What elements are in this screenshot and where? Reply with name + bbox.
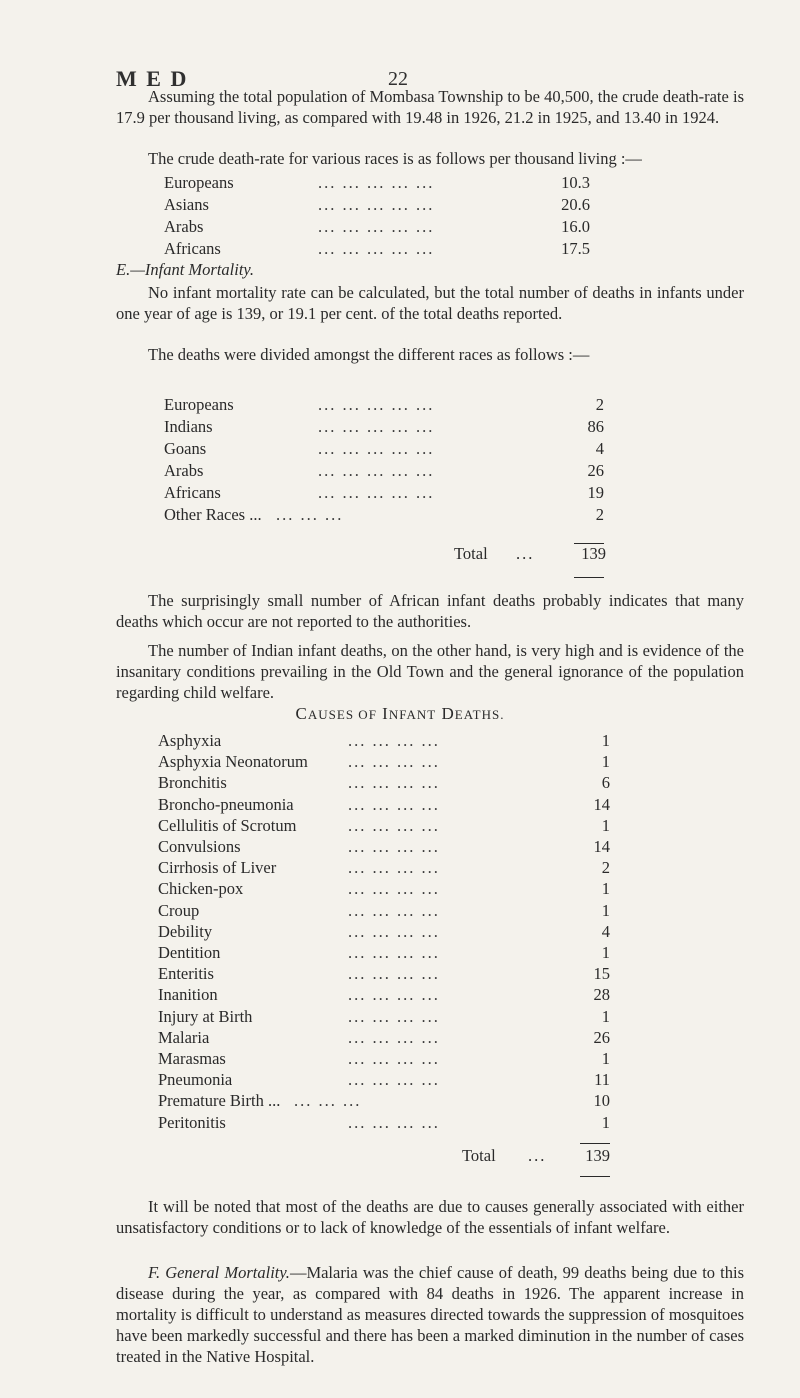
cause-label: Pneumonia <box>158 1070 233 1090</box>
race-death-leader-dots: ... ... ... <box>276 505 344 524</box>
indian-comment: The number of Indian infant deaths, on the other hand, is very high and is evidence of the insanitary conditions prevailing in the Old Town and the general ignorance of the population regarding child welfare. <box>116 641 744 702</box>
cause-label: Cellulitis of Scrotum <box>158 815 297 835</box>
death-rate-label: Africans <box>164 239 221 258</box>
cause-label: Bronchitis <box>158 773 227 793</box>
cause-value: 6 <box>601 773 610 793</box>
race-rule-bottom <box>574 577 604 578</box>
infant-mortality-heading: E.—Infant Mortality. <box>116 260 254 279</box>
cause-label: Marasmas <box>158 1049 226 1068</box>
cause-row <box>158 900 610 922</box>
cause-value: 1 <box>601 879 610 899</box>
cause-label: Debility <box>158 921 213 941</box>
cause-row <box>158 1006 610 1028</box>
cause-leader-dots: ... ... ... ... <box>348 1027 440 1047</box>
cause-leader-dots: ... ... ... ... <box>348 1006 440 1026</box>
cause-value: 1 <box>601 943 610 962</box>
cause-value: 1 <box>601 731 610 750</box>
cause-row <box>158 921 610 943</box>
cause-label: Asphyxia <box>158 731 222 750</box>
cause-value: 11 <box>594 1070 610 1090</box>
race-total-value: 139 <box>581 544 606 563</box>
general-mortality-paragraph <box>116 1262 744 1367</box>
cause-row <box>158 1027 610 1049</box>
cause-leader-dots: ... ... ... ... <box>348 794 440 814</box>
report-code: M E D <box>116 66 189 91</box>
cause-row <box>158 730 610 752</box>
population-paragraph: Assuming the total population of Mombasa Township to be 40,500, the crude death-rate is 17.9 per thousand living, as compared with 19.48 in 1926, 21.2 in 1925, and 13.40 in 1924. <box>116 87 744 127</box>
cause-value: 1 <box>601 1049 610 1068</box>
cause-row <box>158 794 610 816</box>
cause-row <box>158 751 610 773</box>
cause-leader-dots: ... ... ... ... <box>348 943 440 962</box>
race-death-label: Other Races ... <box>164 505 262 524</box>
cause-row <box>158 1048 610 1070</box>
race-death-value: 26 <box>587 461 604 480</box>
causes-rule-top <box>580 1143 610 1144</box>
cause-label: Cirrhosis of Liver <box>158 858 277 878</box>
race-death-value: 2 <box>595 395 604 414</box>
general-mortality-text: —Malaria was the chief cause of death, 99 deaths being due to this disease during the year, as compared with 84 deaths in 1926. The apparent increase in mortality is difficult to understand as measures directed towards the suppression of mosquitoes have been markedly successful and there has been a marked diminution in the number of cases treated in the Native Hospital. <box>116 1263 745 1366</box>
cause-leader-dots: ... ... ... ... <box>348 752 440 772</box>
death-rate-label: Arabs <box>164 217 204 236</box>
cause-leader-dots: ... ... ... ... <box>348 731 440 750</box>
infant-paragraph: No infant mortality rate can be calculated, but the total number of deaths in infants under one year of age is 139, or 19.1 per cent. of the total deaths reported. <box>116 283 744 323</box>
cause-label: Injury at Birth <box>158 1006 253 1026</box>
cause-row <box>158 984 610 1006</box>
cause-row <box>158 1090 610 1112</box>
cause-leader-dots: ... ... ... ... <box>348 879 440 899</box>
death-rate-row <box>164 172 590 194</box>
african-comment: The surprisingly small number of African infant deaths probably indicates that many deaths which occur are not reported to the authorities. <box>116 591 744 631</box>
cause-value: 14 <box>593 794 610 814</box>
cause-value: 2 <box>601 858 610 878</box>
death-rate-leader-dots: ... ... ... ... ... <box>318 217 435 236</box>
causes-total-label: Total <box>462 1146 496 1165</box>
cause-row <box>158 836 610 858</box>
closing-paragraph: It will be noted that most of the deaths are due to causes generally associated with either unsatisfactory conditions or to lack of knowledge of the essentials of infant welfare. <box>116 1197 744 1237</box>
cause-leader-dots: ... ... ... ... <box>348 921 440 941</box>
cause-value: 15 <box>593 964 610 984</box>
race-death-leader-dots: ... ... ... ... ... <box>318 395 435 414</box>
race-death-row <box>164 482 604 504</box>
causes-title-rest2: NFANT <box>388 707 437 722</box>
causes-title-c: C <box>295 704 308 723</box>
race-death-leader-dots: ... ... ... ... ... <box>318 461 435 480</box>
death-rate-leader-dots: ... ... ... ... ... <box>318 173 435 192</box>
race-death-row <box>164 438 604 460</box>
causes-title-rest3: EATHS. <box>454 707 505 722</box>
causes-total-dots: ... <box>528 1146 547 1165</box>
cause-leader-dots: ... ... ... ... <box>348 773 440 793</box>
cause-label: Enteritis <box>158 964 214 984</box>
death-rate-row <box>164 194 590 216</box>
page-number: 22 <box>388 68 408 90</box>
cause-label: Premature Birth ... <box>158 1091 281 1111</box>
race-death-row <box>164 416 604 438</box>
race-death-value: 4 <box>595 439 604 458</box>
cause-row <box>158 963 610 985</box>
cause-label: Broncho-pneumonia <box>158 794 294 814</box>
races-intro: The crude death-rate for various races is as follows per thousand living :— <box>148 149 642 168</box>
race-death-row <box>164 460 604 482</box>
cause-label: Asphyxia Neonatorum <box>158 752 308 772</box>
cause-value: 10 <box>593 1091 610 1111</box>
death-rate-value: 20.6 <box>561 195 590 214</box>
race-total-label: Total <box>454 544 488 563</box>
death-rate-row <box>164 216 590 238</box>
death-rate-leader-dots: ... ... ... ... ... <box>318 195 435 214</box>
death-rate-leader-dots: ... ... ... ... ... <box>318 239 435 258</box>
race-death-label: Europeans <box>164 395 234 414</box>
cause-row <box>158 1069 610 1091</box>
causes-title <box>0 704 800 724</box>
cause-value: 4 <box>601 921 610 941</box>
cause-row <box>158 772 610 794</box>
race-death-leader-dots: ... ... ... ... ... <box>318 439 435 458</box>
race-death-row <box>164 394 604 416</box>
cause-leader-dots: ... ... ... ... <box>348 900 440 920</box>
cause-value: 1 <box>601 1006 610 1026</box>
cause-leader-dots: ... ... ... ... <box>348 858 440 878</box>
race-death-label: Africans <box>164 483 221 502</box>
general-mortality-heading: F. General Mortality. <box>148 1263 290 1282</box>
cause-value: 1 <box>601 900 610 920</box>
cause-leader-dots: ... ... ... ... <box>348 1070 440 1090</box>
cause-leader-dots: ... ... ... ... <box>348 837 440 856</box>
cause-value: 1 <box>601 815 610 835</box>
race-divided-intro: The deaths were divided amongst the different races as follows :— <box>148 345 590 364</box>
cause-label: Peritonitis <box>158 1112 226 1132</box>
death-rate-value: 10.3 <box>561 173 590 192</box>
cause-value: 14 <box>593 837 610 856</box>
causes-title-i: I <box>382 704 389 723</box>
cause-label: Convulsions <box>158 837 241 856</box>
race-death-label: Goans <box>164 439 207 458</box>
causes-rule-bottom <box>580 1176 610 1177</box>
race-death-value: 86 <box>587 417 604 436</box>
cause-row <box>158 857 610 879</box>
causes-total-value: 139 <box>585 1146 610 1165</box>
race-total-dots: ... <box>516 544 535 563</box>
causes-title-d: D <box>441 704 455 723</box>
cause-leader-dots: ... ... ... ... <box>348 815 440 835</box>
cause-label: Croup <box>158 900 200 920</box>
cause-leader-dots: ... ... ... <box>294 1091 362 1111</box>
cause-value: 28 <box>593 985 610 1005</box>
death-rate-value: 16.0 <box>561 217 590 236</box>
race-death-leader-dots: ... ... ... ... ... <box>318 483 435 502</box>
cause-value: 26 <box>593 1027 610 1047</box>
cause-label: Inanition <box>158 985 218 1005</box>
cause-row <box>158 815 610 837</box>
race-death-label: Arabs <box>164 461 204 480</box>
race-death-value: 2 <box>595 505 604 524</box>
death-rate-label: Europeans <box>164 173 234 192</box>
death-rate-value: 17.5 <box>561 239 590 258</box>
cause-leader-dots: ... ... ... ... <box>348 1112 440 1132</box>
cause-row <box>158 942 610 964</box>
race-death-value: 19 <box>587 483 604 502</box>
death-rate-row <box>164 238 590 260</box>
cause-label: Dentition <box>158 943 221 962</box>
cause-leader-dots: ... ... ... ... <box>348 1049 440 1068</box>
cause-row <box>158 1112 610 1134</box>
race-death-row <box>164 504 604 526</box>
cause-value: 1 <box>601 752 610 772</box>
cause-label: Chicken-pox <box>158 879 244 899</box>
causes-title-rest1: AUSES OF <box>307 707 377 722</box>
cause-row <box>158 878 610 900</box>
cause-label: Malaria <box>158 1027 210 1047</box>
cause-leader-dots: ... ... ... ... <box>348 985 440 1005</box>
race-death-label: Indians <box>164 417 213 436</box>
race-death-leader-dots: ... ... ... ... ... <box>318 417 435 436</box>
cause-leader-dots: ... ... ... ... <box>348 964 440 984</box>
death-rate-label: Asians <box>164 195 209 214</box>
cause-value: 1 <box>601 1112 610 1132</box>
